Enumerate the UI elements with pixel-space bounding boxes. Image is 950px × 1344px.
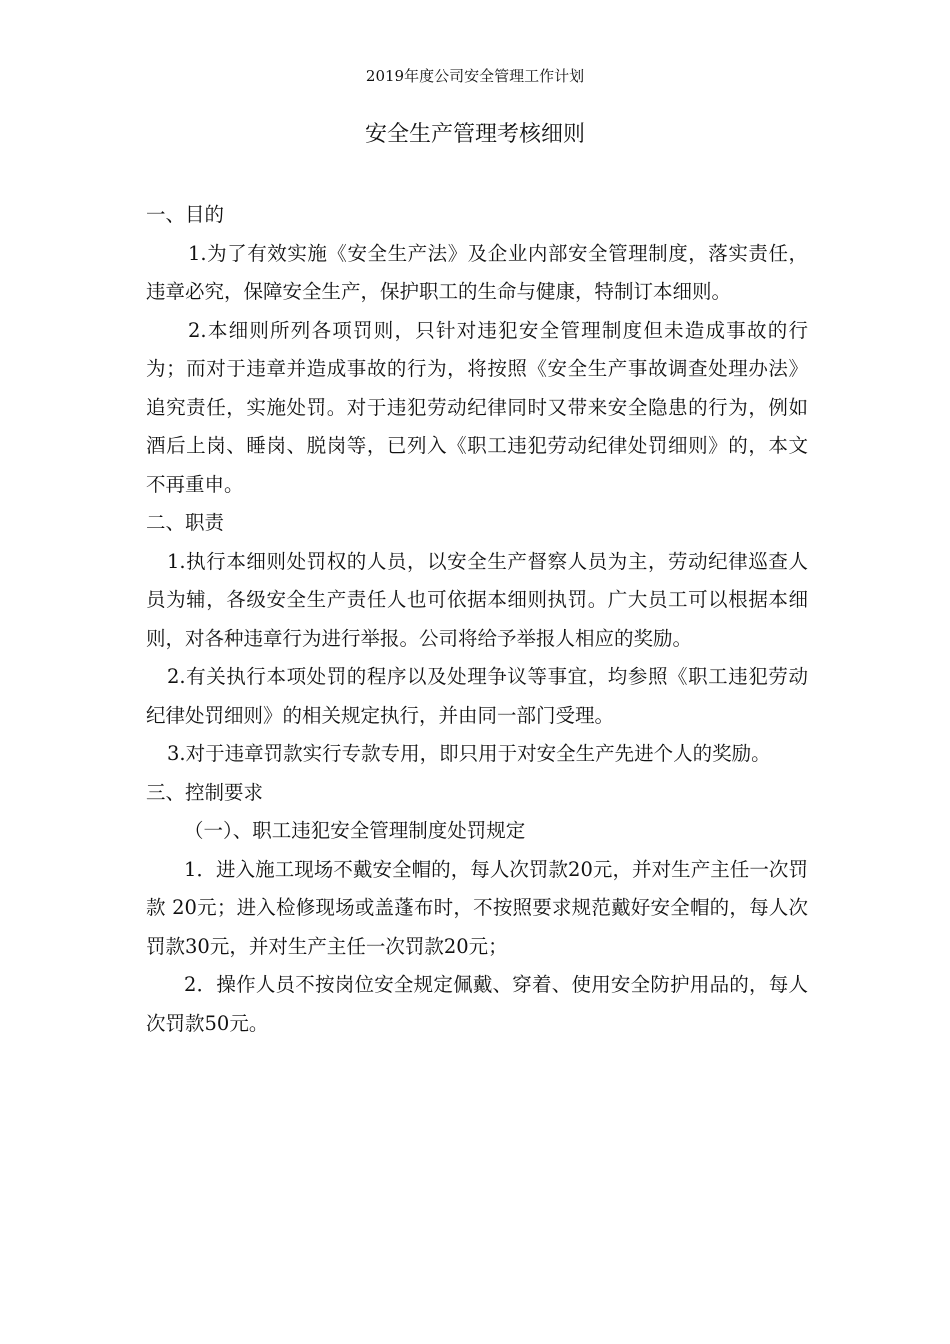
document-title: 安全生产管理考核细则 (364, 122, 585, 147)
section-heading-duties: 二、职责 (146, 511, 225, 534)
document-body (146, 196, 808, 1043)
section-heading-purpose: 一、目的 (146, 203, 225, 226)
subsection-heading: （一）、职工违犯安全管理制度处罚规定 (184, 819, 526, 842)
paragraph: 2.有关执行本项处罚的程序以及处理争议等事宜，均参照《职工违犯劳动纪律处罚细则》的相关规定执行，并由同一部门受理。 (146, 665, 808, 727)
paragraph: 3.对于违章罚款实行专款专用，即只用于对安全生产先进个人的奖励。 (167, 742, 771, 765)
section-heading-requirements: 三、控制要求 (146, 780, 264, 804)
paragraph: 1．进入施工现场不戴安全帽的，每人次罚款20元，并对生产主任一次罚款 20元；进入检修现场或盖蓬布时，不按照要求规范戴好安全帽的，每人次罚款30元，并对生产主任一次罚款20元； (146, 857, 808, 958)
paragraph: 1.执行本细则处罚权的人员，以安全生产督察人员为主，劳动纪律巡查人员为辅，各级安全生产责任人也可依据本细则执罚。广大员工可以根据本细则，对各种违章行为进行举报。公司将给予举报人相应的奖励。 (146, 549, 808, 650)
paragraph: 1.为了有效实施《安全生产法》及企业内部安全管理制度，落实责任，违章必究，保障安全生产，保护职工的生命与健康，特制订本细则。 (146, 241, 808, 303)
running-header: 2019年度公司安全管理工作计划 (365, 67, 585, 85)
paragraph: 2．操作人员不按岗位安全规定佩戴、穿着、使用安全防护用品的，每人次罚款50元。 (146, 973, 808, 1035)
paragraph: 2.本细则所列各项罚则，只针对违犯安全管理制度但未造成事故的行为；而对于违章并造成事故的行为，将按照《安全生产事故调查处理办法》追究责任，实施处罚。对于违犯劳动纪律同时又带来安全隐患的行为，例如酒后上岗、睡岗、脱岗等，已列入《职工违犯劳动纪律处罚细则》的，本文不再重申。 (146, 318, 808, 496)
